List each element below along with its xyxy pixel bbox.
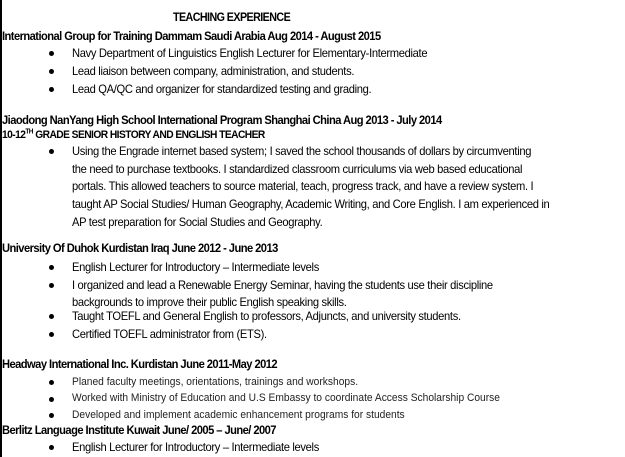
job-bullet: Lead liaison between company, administration, and students. (72, 64, 355, 78)
job-subheading (2, 128, 265, 142)
bullet-icon (49, 332, 54, 337)
job-heading: Headway International Inc. Kurdistan June 2011-May 2012 (2, 357, 278, 371)
grade-range: 10-12 (2, 129, 26, 141)
job-bullet: English Lecturer for Introductory – Intermediate levels (72, 260, 319, 274)
job-bullet: I organized and lead a Renewable Energy Seminar, having the students use their discipline (72, 278, 493, 292)
bullet-icon (49, 413, 54, 418)
bullet-icon (49, 314, 54, 319)
bullet-icon (49, 445, 54, 450)
job-bullet: Lead QA/QC and organizer for standardized testing and grading. (72, 82, 372, 96)
bullet-icon (49, 397, 54, 402)
paragraph-line: the need to purchase textbooks. I standardized classroom curriculums via web based educational (72, 162, 523, 176)
bullet-icon (49, 149, 54, 154)
bullet-icon (49, 283, 54, 288)
job-bullet: Taught TOEFL and General English to professors, Adjuncts, and university students. (72, 309, 461, 323)
job-bullet: Worked with Ministry of Education and U.S Embassy to coordinate Access Scholarship Course (72, 392, 500, 404)
bullet-icon (49, 69, 54, 74)
section-title: TEACHING EXPERIENCE (173, 12, 291, 24)
job-heading: Jiaodong NanYang High School International Program Shanghai China Aug 2013 - July 2014 (2, 113, 442, 127)
bullet-icon (49, 87, 54, 92)
job-heading: University Of Duhok Kurdistan Iraq June 2012 - June 2013 (2, 241, 278, 255)
bullet-icon (49, 265, 54, 270)
bullet-icon (49, 380, 54, 385)
job-heading: Berlitz Language Institute Kuwait June/ 2005 – June/ 2007 (2, 423, 276, 437)
grade-suffix: TH (25, 128, 33, 136)
job-heading: International Group for Training Dammam Saudi Arabia Aug 2014 - August 2015 (2, 29, 381, 43)
job-bullet: Developed and implement academic enhancement programs for students (72, 409, 405, 421)
paragraph-line: AP test preparation for Social Studies and Geography. (72, 215, 323, 229)
job-bullet: Certified TOEFL administrator from (ETS). (72, 327, 267, 341)
paragraph-line: taught AP Social Studies/ Human Geography, Academic Writing, and Core English. I am experienced in (72, 197, 550, 211)
role-title: GRADE SENIOR HISTORY AND ENGLISH TEACHER (32, 129, 265, 141)
job-bullet: English Lecturer for Introductory – Intermediate levels (72, 440, 319, 454)
bullet-icon (49, 51, 54, 56)
paragraph-line: portals. This allowed teachers to source material, teach, progress track, and have a review system. I (72, 179, 534, 193)
paragraph-line: Using the Engrade internet based system; I saved the school thousands of dollars by circumventing (72, 144, 532, 158)
job-bullet-continued: backgrounds to improve their public English speaking skills. (72, 295, 347, 309)
job-bullet: Navy Department of Linguistics English Lecturer for Elementary-Intermediate (72, 46, 428, 60)
page-edge (0, 0, 2, 457)
job-bullet: Planed faculty meetings, orientations, trainings and workshops. (72, 376, 359, 388)
